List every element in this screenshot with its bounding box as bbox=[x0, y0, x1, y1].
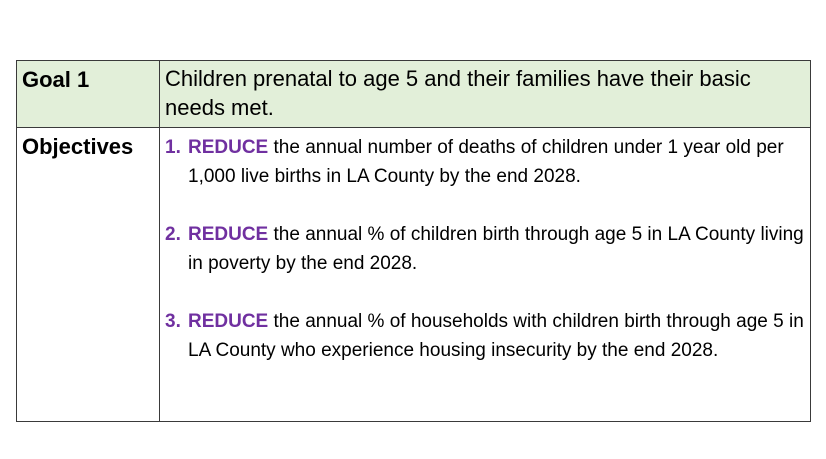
objective-text: the annual % of households with children birth through age 5 in LA County who experience housing insecurity by the end 2028. bbox=[188, 311, 804, 361]
objective-item bbox=[165, 307, 806, 365]
objective-text: the annual number of deaths of children under 1 year old per 1,000 live births in LA County by the end 2028. bbox=[188, 137, 784, 187]
objectives-row bbox=[17, 128, 811, 422]
objectives-label-cell bbox=[17, 128, 160, 422]
objective-number: 2. bbox=[165, 224, 181, 245]
goal-row bbox=[17, 61, 811, 128]
objective-item bbox=[165, 220, 806, 278]
goal-label: Goal 1 bbox=[22, 67, 90, 92]
goal-text: Children prenatal to age 5 and their families have their basic needs met. bbox=[165, 66, 751, 120]
objective-number: 3. bbox=[165, 311, 181, 332]
objective-number: 1. bbox=[165, 137, 181, 158]
objective-verb: REDUCE bbox=[188, 224, 269, 245]
objectives-list-cell bbox=[160, 128, 811, 422]
goal-objectives-table bbox=[16, 60, 811, 422]
objective-verb: REDUCE bbox=[188, 137, 269, 158]
goal-label-cell bbox=[17, 61, 160, 128]
objective-text: the annual % of children birth through age 5 in LA County living in poverty by the end 2028. bbox=[188, 224, 804, 274]
objective-item bbox=[165, 133, 806, 191]
objective-verb: REDUCE bbox=[188, 311, 269, 332]
objectives-list bbox=[160, 128, 810, 365]
goal-text-cell bbox=[160, 61, 811, 128]
objectives-label: Objectives bbox=[22, 134, 134, 159]
